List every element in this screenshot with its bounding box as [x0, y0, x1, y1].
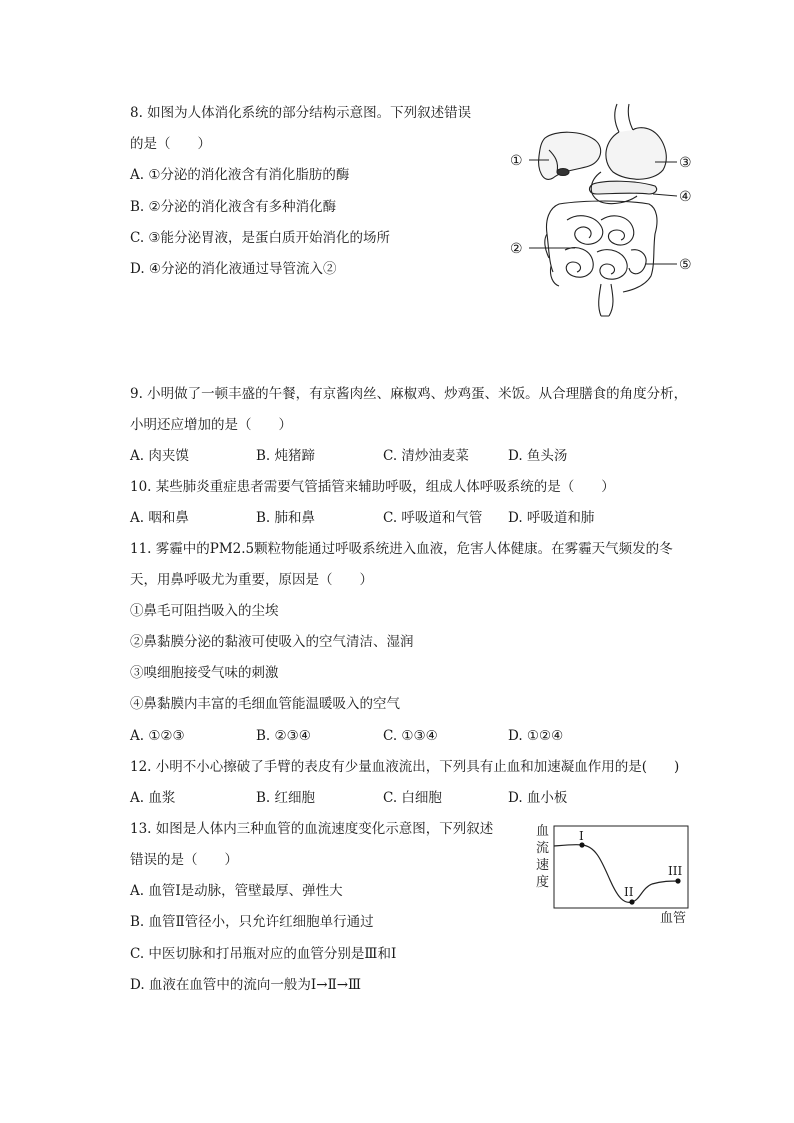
y-axis-char-3: 速 — [536, 858, 550, 873]
q8-stem-line2: 的是（ ） — [130, 136, 211, 152]
pancreas-shape — [590, 181, 657, 194]
q13-option-d: D. 血液在血管中的流向一般为Ⅰ→Ⅱ→Ⅲ — [130, 977, 362, 993]
stomach-shape — [606, 128, 666, 180]
q10-option-a: A. 咽和鼻 — [130, 510, 189, 526]
point-label-III: III — [668, 864, 683, 878]
q9-stem-line2: 小明还应增加的是（ ） — [130, 417, 292, 433]
q11-option-d: D. ①②④ — [508, 728, 564, 744]
y-axis-char-1: 血 — [536, 824, 550, 839]
figure-label-2: ② — [510, 241, 523, 257]
q11-statement-2: ②鼻黏膜分泌的黏液可使吸入的空气清洁、湿润 — [130, 634, 414, 650]
small-intestine-shape — [565, 216, 646, 279]
blood-velocity-figure — [530, 818, 700, 930]
q11-option-b: B. ②③④ — [256, 728, 311, 744]
q9-option-a: A. 肉夹馍 — [130, 448, 189, 464]
point-label-II: II — [624, 885, 634, 899]
q11-stem-line1: 11. 雾霾中的PM2.5颗粒物能通过呼吸系统进入血液，危害人体健康。在雾霾天气频发的冬 — [130, 541, 673, 557]
q12-option-c: C. 白细胞 — [383, 790, 442, 806]
y-axis-char-4: 度 — [536, 875, 550, 890]
digestive-system-figure — [505, 100, 700, 325]
q9-option-b: B. 炖猪蹄 — [256, 448, 316, 464]
q8-stem-line1: 8. 如图为人体消化系统的部分结构示意图。下列叙述错误 — [130, 105, 472, 121]
point-III — [675, 878, 680, 883]
point-I — [579, 842, 584, 847]
q9-option-c: C. 清炒油麦菜 — [383, 448, 469, 464]
y-axis-char-2: 流 — [536, 841, 550, 856]
q8-option-c: C. ③能分泌胃液，是蛋白质开始消化的场所 — [130, 230, 391, 246]
figure-label-5: ⑤ — [679, 257, 692, 273]
q9-option-d: D. 鱼头汤 — [508, 448, 568, 464]
q11-stem-line2: 天，用鼻呼吸尤为重要，原因是（ ） — [130, 572, 373, 588]
liver-shape — [539, 132, 601, 179]
figure-label-4: ④ — [679, 189, 692, 205]
q9-stem-line1: 9. 小明做了一顿丰盛的午餐，有京酱肉丝、麻椒鸡、炒鸡蛋、米饭。从合理膳食的角度分析， — [130, 386, 688, 402]
q13-option-c: C. 中医切脉和打吊瓶对应的血管分别是Ⅲ和Ⅰ — [130, 946, 397, 962]
x-axis-label: 血管 — [660, 911, 687, 926]
q11-statement-1: ①鼻毛可阻挡吸入的尘埃 — [130, 603, 279, 619]
q10-option-c: C. 呼吸道和气管 — [383, 510, 483, 526]
q12-option-d: D. 血小板 — [508, 790, 568, 806]
q13-option-a: A. 血管Ⅰ是动脉，管壁最厚、弹性大 — [130, 883, 343, 899]
q12-option-b: B. 红细胞 — [256, 790, 316, 806]
point-II — [629, 899, 634, 904]
gallbladder-shape — [557, 169, 569, 176]
figure-label-3: ③ — [679, 155, 692, 171]
q10-option-b: B. 肺和鼻 — [256, 510, 316, 526]
large-intestine-shape — [547, 201, 658, 292]
q8-option-b: B. ②分泌的消化液含有多种消化酶 — [130, 199, 337, 215]
q11-option-c: C. ①③④ — [383, 728, 438, 744]
q12-option-a: A. 血浆 — [130, 790, 176, 806]
velocity-curve — [554, 845, 683, 903]
point-label-I: I — [579, 829, 584, 843]
figure-label-1: ① — [510, 153, 523, 169]
q13-stem-line1: 13. 如图是人体内三种血管的血流速度变化示意图，下列叙述 — [130, 821, 494, 837]
q11-statement-4: ④鼻黏膜内丰富的毛细血管能温暖吸入的空气 — [130, 696, 400, 712]
q8-option-d: D. ④分泌的消化液通过导管流入② — [130, 261, 337, 277]
q11-statement-3: ③嗅细胞接受气味的刺激 — [130, 665, 279, 681]
q13-option-b: B. 血管Ⅱ管径小，只允许红细胞单行通过 — [130, 914, 374, 930]
q12-stem-line1: 12. 小明不小心擦破了手臂的表皮有少量血液流出，下列具有止血和加速凝血作用的是( ) — [130, 759, 680, 775]
q13-stem-line2: 错误的是（ ） — [130, 852, 238, 868]
q10-stem-line1: 10. 某些肺炎重症患者需要气管插管来辅助呼吸，组成人体呼吸系统的是（ ） — [130, 479, 615, 495]
q11-option-a: A. ①②③ — [130, 728, 185, 744]
q10-option-d: D. 呼吸道和肺 — [508, 510, 595, 526]
q8-option-a: A. ①分泌的消化液含有消化脂肪的酶 — [130, 167, 350, 183]
